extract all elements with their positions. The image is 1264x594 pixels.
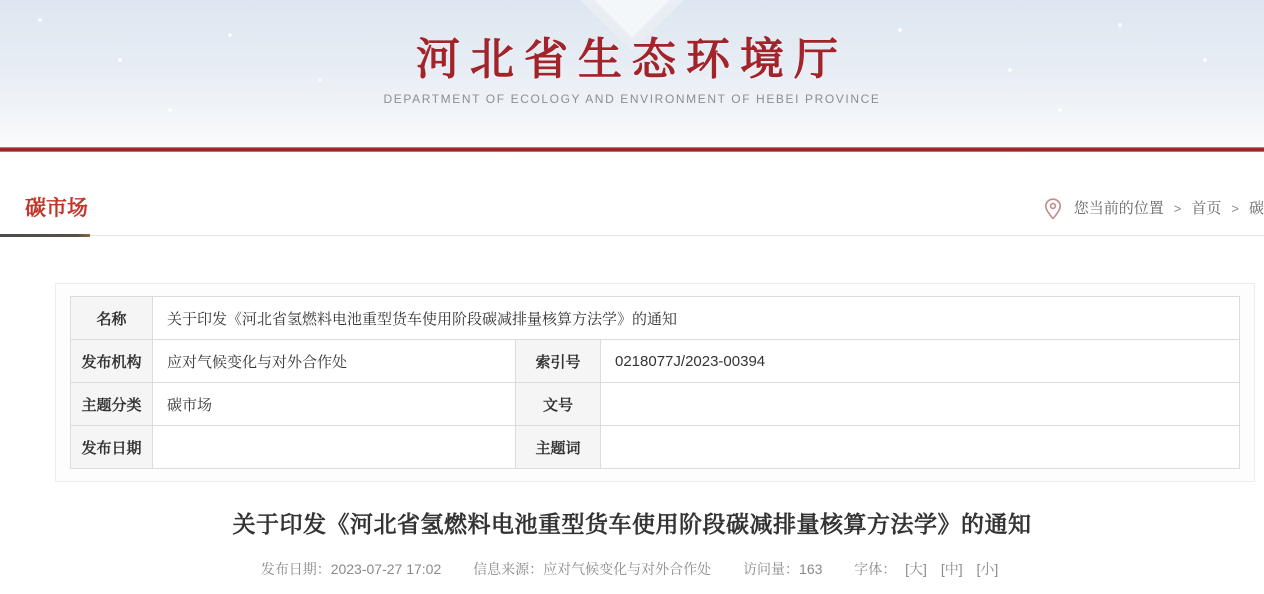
row-docnumber-value <box>601 383 1240 426</box>
site-title: 河北省生态环境厅 <box>416 35 848 84</box>
table-row <box>71 426 1240 469</box>
section-title-carbon-market: 碳市场 <box>25 197 88 220</box>
publish-date: 发布日期：2023-07-27 17:02 <box>260 561 442 577</box>
breadcrumb-separator: > <box>1173 201 1182 216</box>
row-agency-value: 应对气候变化与对外合作处 <box>153 340 516 383</box>
view-count: 访问量：163 <box>743 561 823 577</box>
site-header <box>0 0 1264 147</box>
section-bar <box>0 152 1264 236</box>
row-category-value: 碳市场 <box>153 383 516 426</box>
font-size-label: 字体： <box>854 561 897 577</box>
row-pubdate-label: 发布日期 <box>71 426 153 469</box>
article-title: 关于印发《河北省氢燃料电池重型货车使用阶段碳减排量核算方法学》的通知 <box>232 511 1032 537</box>
document-info-table <box>70 296 1240 469</box>
info-source: 信息来源：应对气候变化与对外合作处 <box>473 561 712 577</box>
font-size-medium-button[interactable]: [中] <box>940 561 963 577</box>
breadcrumb-prefix: 您当前的位置 <box>1073 200 1164 217</box>
breadcrumb-item-carbon-market[interactable]: 碳 <box>1248 200 1264 217</box>
document-info-card <box>55 283 1255 482</box>
breadcrumb <box>1044 197 1264 221</box>
row-pubdate-value <box>153 426 516 469</box>
font-size-large-button[interactable]: [大] <box>905 561 927 577</box>
row-name-value: 关于印发《河北省氢燃料电池重型货车使用阶段碳减排量核算方法学》的通知 <box>153 297 1240 340</box>
font-size-switcher <box>854 561 1003 577</box>
location-pin-icon <box>1044 198 1062 220</box>
row-docnumber-label: 文号 <box>516 383 601 426</box>
font-size-small-button[interactable]: [小] <box>976 561 999 577</box>
row-agency-label: 发布机构 <box>71 340 153 383</box>
breadcrumb-item-home[interactable]: 首页 <box>1191 200 1222 217</box>
section-active-underline <box>0 234 90 237</box>
row-name-label: 名称 <box>71 297 153 340</box>
row-category-label: 主题分类 <box>71 383 153 426</box>
article-meta <box>0 559 1264 579</box>
row-keywords-label: 主题词 <box>516 426 601 469</box>
row-keywords-value <box>601 426 1240 469</box>
row-index-value: 0218077J/2023-00394 <box>601 340 1240 383</box>
section-divider <box>0 235 1264 236</box>
breadcrumb-separator: > <box>1231 201 1239 216</box>
table-row <box>71 340 1240 383</box>
row-index-label: 索引号 <box>516 340 601 383</box>
table-row <box>71 297 1240 340</box>
table-row <box>71 383 1240 426</box>
site-subtitle: DEPARTMENT OF ECOLOGY AND ENVIRONMENT OF HEBEI PROVINCE <box>383 92 881 107</box>
